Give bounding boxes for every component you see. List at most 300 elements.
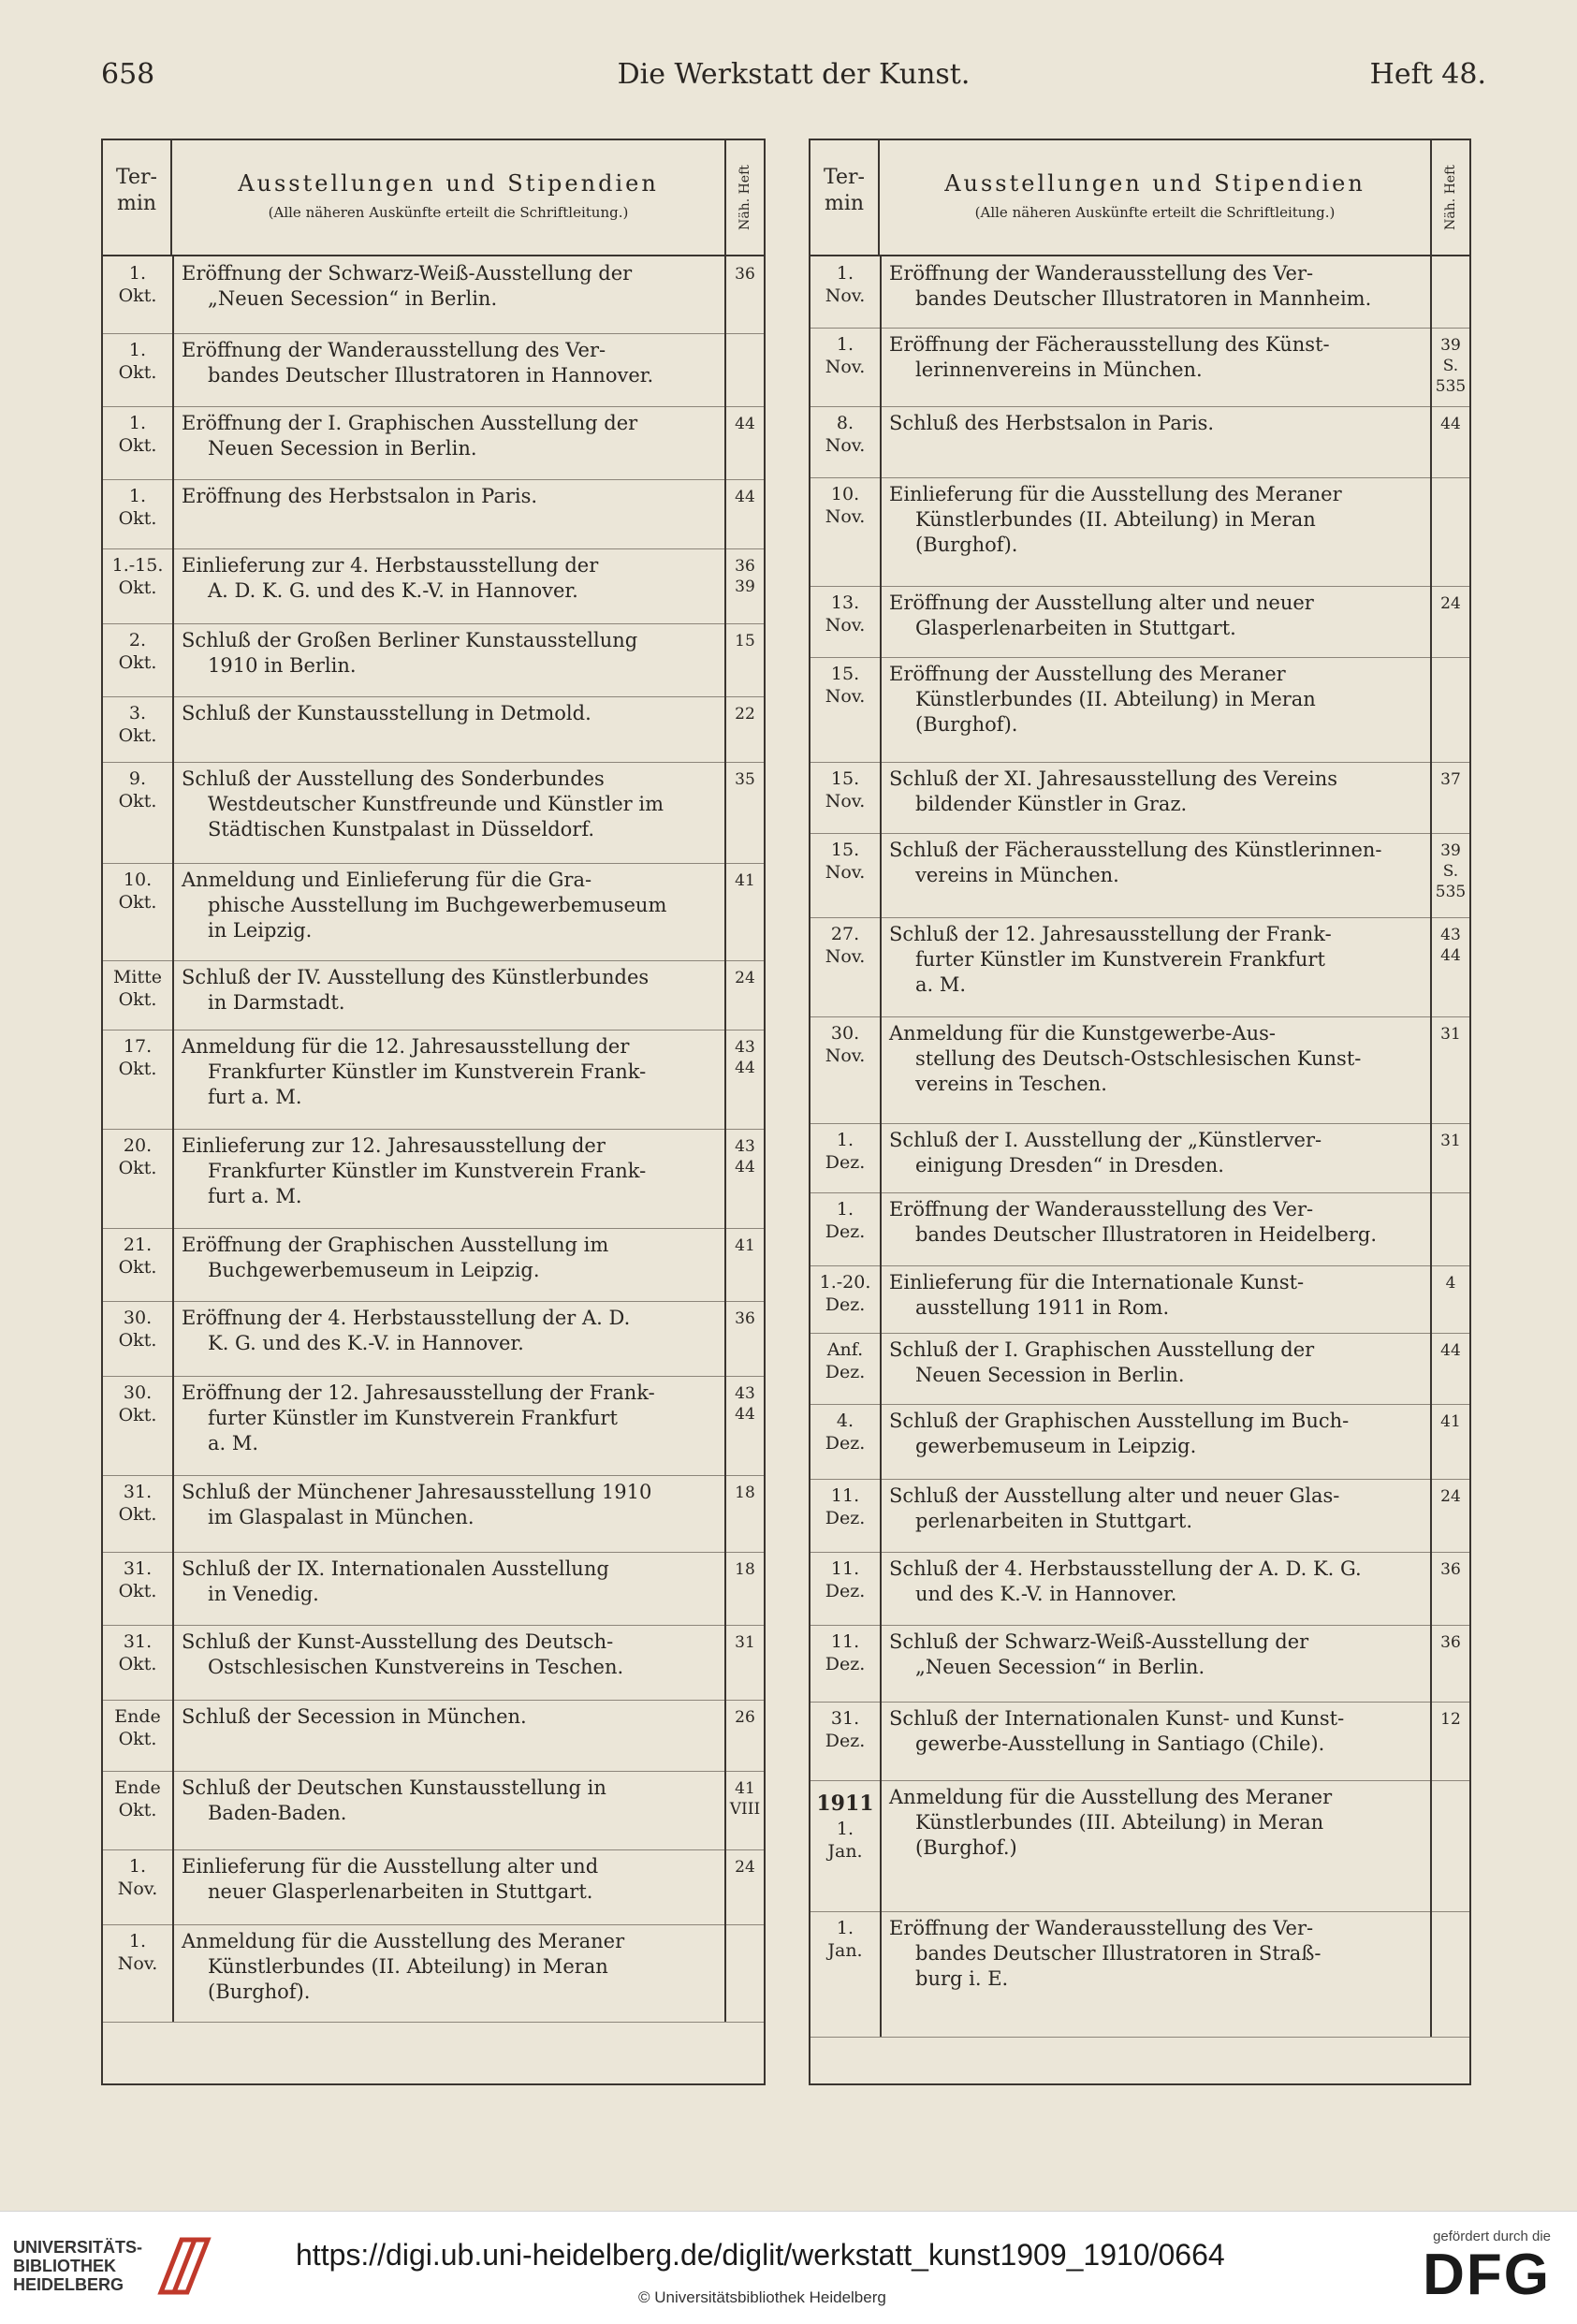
term-line: 1.-15. — [111, 555, 164, 576]
row-text — [880, 328, 1432, 406]
text-line: Einlieferung für die Internationale Kunst- — [889, 1271, 1305, 1294]
term-line: Okt. — [118, 1059, 157, 1079]
text-line: stellung des Deutsch-Ostschlesischen Kunst- — [915, 1047, 1362, 1070]
heft-line: 15 — [735, 632, 755, 650]
text-line: Anmeldung für die Ausstellung des Meraner — [889, 1786, 1333, 1808]
viewer-footer — [0, 2211, 1577, 2324]
text-line: Glasperlenarbeiten in Stuttgart. — [915, 617, 1236, 639]
text-line: Schluß der Kunst-Ausstellung des Deutsch- — [182, 1630, 614, 1653]
heft-line: 31 — [735, 1633, 755, 1652]
permalink-url[interactable]: https://digi.ub.uni-heidelberg.de/diglit/werkstatt_kunst1909_1910/0664 — [296, 2238, 1225, 2272]
text-line: 1910 in Berlin. — [208, 654, 357, 677]
text-line: lerinnenvereins in München. — [915, 358, 1203, 381]
term-line: Dez. — [825, 1294, 866, 1315]
text-line: Frankfurter Künstler im Kunstverein Frank- — [208, 1060, 647, 1083]
text-line: Baden-Baden. — [208, 1802, 347, 1824]
row-text — [172, 548, 726, 623]
table-row — [103, 406, 764, 480]
row-text — [880, 1016, 1432, 1123]
heft-line: S. — [1442, 862, 1459, 881]
row-term — [810, 1552, 880, 1625]
row-heft-ref — [726, 1301, 764, 1376]
row-heft-ref — [726, 1625, 764, 1700]
library-logo[interactable] — [13, 2236, 219, 2296]
heft-line: S. — [1442, 357, 1459, 375]
term-line: 1. — [836, 263, 854, 284]
term-line: Ende — [114, 1706, 161, 1727]
row-term — [103, 1849, 172, 1924]
text-line: Buchgewerbemuseum in Leipzig. — [208, 1259, 540, 1281]
text-line: Schluß der Kunstausstellung in Detmold. — [182, 702, 591, 724]
row-heft-ref — [726, 1129, 764, 1228]
term-line: Nov. — [825, 285, 866, 306]
text-line: Neuen Secession in Berlin. — [915, 1364, 1185, 1386]
row-text — [880, 256, 1432, 328]
term-line: Okt. — [118, 362, 157, 383]
header-term-line: Ter- — [116, 166, 157, 189]
library-name-line: HEIDELBERG — [13, 2275, 124, 2294]
table-row — [103, 1771, 764, 1850]
text-line: Schluß der Secession in München. — [182, 1705, 527, 1728]
heft-line: 24 — [1440, 1487, 1461, 1506]
row-heft-ref — [1432, 586, 1469, 657]
table-row — [810, 657, 1469, 763]
heft-line: 44 — [1440, 1341, 1461, 1360]
heft-line: 36 — [735, 557, 755, 576]
row-text — [172, 1700, 726, 1771]
text-line: Schluß der I. Graphischen Ausstellung der — [889, 1338, 1315, 1361]
term-line: 1. — [128, 413, 147, 433]
row-text — [880, 477, 1432, 586]
text-line: Anmeldung für die Kunstgewerbe-Aus- — [889, 1022, 1276, 1045]
text-line: Schluß der Deutschen Kunstausstellung in — [182, 1776, 606, 1799]
heft-line: 44 — [735, 1059, 755, 1077]
text-line: Eröffnung der Wanderausstellung des Ver- — [889, 262, 1314, 285]
term-line: Okt. — [118, 1800, 157, 1820]
text-line: Anmeldung für die 12. Jahresausstellung der — [182, 1035, 630, 1058]
funder-logo[interactable] — [1423, 2229, 1551, 2306]
row-term — [810, 1265, 880, 1333]
text-line: Eröffnung der 4. Herbstausstellung der A. D. — [182, 1307, 631, 1329]
copyright-notice: © Universitätsbibliothek Heidelberg — [638, 2288, 886, 2306]
text-line: in Venedig. — [208, 1583, 319, 1605]
term-line: Jan. — [827, 1841, 863, 1862]
term-line: Dez. — [825, 1362, 866, 1382]
term-line: Mitte — [112, 967, 163, 987]
text-line: Westdeutscher Kunstfreunde und Künstler im — [208, 793, 664, 815]
heft-line: 31 — [1440, 1025, 1461, 1044]
term-line: Okt. — [118, 1330, 157, 1351]
row-text — [172, 1771, 726, 1849]
row-term — [103, 1228, 172, 1301]
term-line: 31. — [830, 1708, 860, 1729]
table-row — [103, 1552, 764, 1626]
text-line: (Burghof). — [915, 713, 1018, 736]
heft-line: 44 — [735, 1158, 755, 1177]
row-term — [810, 1123, 880, 1192]
heft-line: 18 — [735, 1560, 755, 1579]
term-line: Nov. — [825, 615, 866, 636]
library-emblem-icon — [153, 2236, 219, 2296]
text-line: Eröffnung der Ausstellung alter und neuer — [889, 592, 1314, 614]
row-text — [880, 1123, 1432, 1192]
row-heft-ref — [1432, 1123, 1469, 1192]
header-title: Ausstellungen und Stipendien — [238, 170, 659, 197]
heft-line: 37 — [1440, 770, 1461, 789]
term-line: Okt. — [118, 1504, 157, 1525]
term-line: 15. — [830, 768, 860, 789]
term-line: Dez. — [825, 1221, 866, 1242]
table-row — [103, 1625, 764, 1701]
heft-line: 26 — [735, 1708, 755, 1727]
row-text — [880, 1333, 1432, 1404]
text-line: einigung Dresden“ in Dresden. — [915, 1154, 1224, 1177]
text-line: Schluß der 4. Herbstausstellung der A. D. K. G. — [889, 1557, 1362, 1580]
heft-line: 39 — [1440, 841, 1461, 860]
text-line: ausstellung 1911 in Rom. — [915, 1296, 1170, 1319]
row-term — [103, 406, 172, 479]
heft-line: 44 — [1440, 946, 1461, 965]
row-heft-ref — [726, 762, 764, 863]
row-text — [880, 1479, 1432, 1552]
table-row — [810, 1479, 1469, 1553]
text-line: furter Künstler im Kunstverein Frankfurt — [915, 948, 1325, 971]
term-line: Nov. — [825, 435, 866, 456]
term-line: 1. — [836, 334, 854, 355]
table-row — [103, 548, 764, 624]
table-row — [103, 762, 764, 864]
row-text — [172, 1228, 726, 1301]
row-text — [880, 1911, 1432, 2037]
text-line: Eröffnung der Fächerausstellung des Künst- — [889, 333, 1330, 356]
page-number: 658 — [101, 58, 155, 91]
text-line: Eröffnung der Wanderausstellung des Ver- — [889, 1917, 1314, 1939]
term-line: 11. — [830, 1558, 860, 1579]
text-line: und des K.-V. in Hannover. — [915, 1583, 1177, 1605]
row-text — [172, 696, 726, 762]
text-line: Schluß der Ausstellung des Sonderbundes — [182, 767, 605, 790]
text-line: vereins in Teschen. — [915, 1073, 1107, 1095]
row-heft-ref — [1432, 1479, 1469, 1552]
row-heft-ref — [1432, 1333, 1469, 1404]
header-subtitle: (Alle näheren Auskünfte erteilt die Schriftleitung.) — [974, 204, 1336, 221]
table-row — [810, 1016, 1469, 1124]
row-term — [810, 256, 880, 328]
row-heft-ref — [1432, 1192, 1469, 1265]
row-heft-ref — [1432, 1702, 1469, 1780]
row-term — [103, 762, 172, 863]
heft-line: 41 — [1440, 1412, 1461, 1431]
row-text — [172, 1129, 726, 1228]
text-line: Schluß der I. Ausstellung der „Künstlerver- — [889, 1129, 1322, 1151]
term-line: 9. — [128, 768, 147, 789]
row-heft-ref — [1432, 1911, 1469, 2037]
text-line: (Burghof.) — [915, 1836, 1017, 1859]
term-line: Nov. — [825, 686, 866, 707]
row-text — [880, 917, 1432, 1016]
table-row — [810, 1123, 1469, 1193]
term-line: 1. — [128, 340, 147, 360]
text-line: furt a. M. — [208, 1086, 302, 1108]
text-line: Eröffnung der Wanderausstellung des Ver- — [182, 339, 606, 361]
table-row — [103, 333, 764, 407]
right-table — [809, 139, 1471, 2085]
row-heft-ref — [1432, 1265, 1469, 1333]
text-line: Künstlerbundes (III. Abteilung) in Meran — [915, 1811, 1324, 1834]
row-text — [880, 1625, 1432, 1702]
table-row — [810, 1192, 1469, 1266]
row-heft-ref — [726, 623, 764, 696]
table-header — [103, 140, 764, 256]
text-line: Frankfurter Künstler im Kunstverein Frank- — [208, 1160, 647, 1182]
row-heft-ref — [726, 1849, 764, 1924]
row-text — [172, 623, 726, 696]
term-line: 21. — [123, 1235, 153, 1255]
text-line: Schluß der Münchener Jahresausstellung 1910 — [182, 1481, 652, 1503]
table-row — [810, 1333, 1469, 1405]
row-term — [810, 586, 880, 657]
year-marker: 1911 — [816, 1791, 874, 1816]
term-line: 4. — [836, 1410, 854, 1431]
heft-line: 43 — [735, 1038, 755, 1057]
table-row — [810, 477, 1469, 587]
text-line: Schluß der Graphischen Ausstellung im Buch- — [889, 1410, 1350, 1432]
library-name-line: BIBLIOTHEK — [13, 2257, 116, 2275]
heft-line: 24 — [735, 1858, 755, 1877]
row-text — [172, 1475, 726, 1552]
text-line: Schluß der Großen Berliner Kunstausstellung — [182, 629, 638, 651]
header-subtitle: (Alle näheren Auskünfte erteilt die Schriftleitung.) — [268, 204, 629, 221]
table-row — [103, 256, 764, 334]
table-row — [810, 328, 1469, 407]
heft-line: 44 — [735, 488, 755, 506]
term-line: Nov. — [117, 1953, 158, 1974]
term-line: Jan. — [827, 1940, 863, 1961]
row-heft-ref — [1432, 762, 1469, 833]
term-line: Okt. — [118, 791, 157, 811]
row-term — [103, 256, 172, 333]
table-row — [810, 1780, 1469, 1912]
text-line: a. M. — [208, 1432, 259, 1454]
heft-line: 36 — [735, 1309, 755, 1328]
table-row — [103, 1228, 764, 1302]
row-term — [103, 623, 172, 696]
table-header — [810, 140, 1469, 256]
text-line: A. D. K. G. und des K.-V. in Hannover. — [208, 579, 578, 602]
row-heft-ref — [1432, 256, 1469, 328]
row-heft-ref — [726, 1771, 764, 1849]
term-line: 13. — [830, 592, 860, 613]
table-row — [103, 696, 764, 763]
text-line: bandes Deutscher Illustratoren in Hannover. — [208, 364, 654, 387]
term-line: Nov. — [117, 1878, 158, 1899]
table-row — [810, 1625, 1469, 1703]
row-term — [103, 1030, 172, 1129]
row-term — [103, 960, 172, 1030]
text-line: perlenarbeiten in Stuttgart. — [915, 1510, 1193, 1532]
heft-line: 44 — [735, 1405, 755, 1424]
table-row — [810, 833, 1469, 918]
row-text — [880, 657, 1432, 762]
row-term — [810, 1404, 880, 1479]
issue-number: Heft 48. — [1369, 58, 1486, 91]
row-term — [810, 1911, 880, 2037]
row-term — [103, 1552, 172, 1625]
row-heft-ref — [726, 1924, 764, 2022]
row-text — [880, 833, 1432, 917]
row-term — [810, 477, 880, 586]
row-text — [172, 1030, 726, 1129]
header-title: Ausstellungen und Stipendien — [944, 170, 1365, 197]
heft-line: 44 — [735, 415, 755, 433]
table-row — [810, 256, 1469, 329]
term-line: Okt. — [118, 1729, 157, 1749]
term-line: Nov. — [825, 1045, 866, 1066]
row-heft-ref — [726, 256, 764, 333]
term-line: 10. — [830, 484, 860, 504]
row-term — [810, 1016, 880, 1123]
row-term — [810, 1625, 880, 1702]
text-line: a. M. — [915, 973, 967, 996]
heft-line: 24 — [735, 969, 755, 987]
row-heft-ref — [1432, 328, 1469, 406]
row-term — [103, 1771, 172, 1849]
term-line: 15. — [830, 840, 860, 860]
table-row — [103, 1700, 764, 1772]
row-text — [880, 1404, 1432, 1479]
term-line: 10. — [123, 870, 153, 890]
term-line: 1. — [128, 263, 147, 284]
term-line: 1. — [836, 1819, 854, 1839]
text-line: bildender Künstler in Graz. — [915, 793, 1188, 815]
text-line: neuer Glasperlenarbeiten in Stuttgart. — [208, 1880, 593, 1903]
term-line: 15. — [830, 664, 860, 684]
row-heft-ref — [1432, 1625, 1469, 1702]
term-line: Okt. — [118, 1581, 157, 1601]
term-line: Nov. — [825, 791, 866, 811]
term-line: Dez. — [825, 1731, 866, 1751]
text-line: Schluß der Schwarz-Weiß-Ausstellung der — [889, 1630, 1309, 1653]
term-line: 1. — [836, 1199, 854, 1220]
text-line: „Neuen Secession“ in Berlin. — [208, 287, 498, 310]
text-line: Einlieferung für die Ausstellung des Meraner — [889, 483, 1342, 505]
text-line: K. G. und des K.-V. in Hannover. — [208, 1332, 524, 1354]
table-row — [810, 1911, 1469, 2038]
term-line: Okt. — [118, 725, 157, 746]
text-line: „Neuen Secession“ in Berlin. — [915, 1656, 1205, 1678]
term-line: Okt. — [118, 285, 157, 306]
term-line: 8. — [836, 413, 854, 433]
table-row — [103, 1849, 764, 1925]
row-text — [172, 762, 726, 863]
table-row — [103, 623, 764, 697]
text-line: Schluß der IX. Internationalen Ausstellung — [182, 1557, 609, 1580]
term-line: Nov. — [825, 946, 866, 967]
text-line: furter Künstler im Kunstverein Frankfurt — [208, 1407, 618, 1429]
table-row — [103, 479, 764, 549]
row-heft-ref — [1432, 917, 1469, 1016]
term-line: Okt. — [118, 1405, 157, 1425]
row-term — [810, 1702, 880, 1780]
heft-line: 31 — [1440, 1132, 1461, 1150]
text-line: bandes Deutscher Illustratoren in Mannheim. — [915, 287, 1372, 310]
heft-line: 41 — [735, 1236, 755, 1255]
row-term — [103, 1625, 172, 1700]
table-row — [103, 960, 764, 1030]
row-text — [172, 1625, 726, 1700]
row-heft-ref — [1432, 833, 1469, 917]
text-line: gewerbemuseum in Leipzig. — [915, 1435, 1197, 1457]
row-term — [103, 1376, 172, 1475]
row-heft-ref — [1432, 406, 1469, 477]
table-row — [810, 586, 1469, 658]
row-heft-ref — [726, 960, 764, 1030]
table-row — [103, 1030, 764, 1130]
heft-line: 24 — [1440, 594, 1461, 613]
funded-by-label: gefördert durch die — [1433, 2229, 1551, 2244]
table-row — [103, 1301, 764, 1377]
row-term — [810, 657, 880, 762]
text-line: Schluß der Internationalen Kunst- und Kunst- — [889, 1707, 1345, 1730]
term-line: 30. — [123, 1308, 153, 1328]
text-line: Ostschlesischen Kunstvereins in Teschen. — [208, 1656, 624, 1678]
heft-line: 44 — [1440, 415, 1461, 433]
term-line: Okt. — [118, 1654, 157, 1674]
text-line: Künstlerbundes (II. Abteilung) in Meran — [915, 508, 1316, 531]
row-text — [172, 1849, 726, 1924]
table-row — [810, 1552, 1469, 1626]
row-term — [103, 1924, 172, 2022]
term-line: 17. — [123, 1036, 153, 1057]
heft-line: 535 — [1435, 377, 1467, 396]
term-line: Okt. — [118, 508, 157, 529]
row-heft-ref — [726, 479, 764, 548]
row-heft-ref — [726, 1228, 764, 1301]
row-term — [103, 863, 172, 960]
text-line: Schluß der IV. Ausstellung des Künstlerbundes — [182, 966, 650, 988]
row-text — [172, 406, 726, 479]
table-row — [103, 863, 764, 961]
row-heft-ref — [726, 1475, 764, 1552]
row-text — [172, 1924, 726, 2022]
term-line: 1. — [836, 1918, 854, 1938]
row-text — [172, 1376, 726, 1475]
left-table — [101, 139, 766, 2085]
header-heft: Näh. Heft — [1443, 165, 1458, 230]
term-line: Okt. — [118, 989, 157, 1010]
row-heft-ref — [726, 333, 764, 406]
dfg-logo: DFG — [1423, 2243, 1551, 2307]
heft-line: 41 — [735, 1779, 755, 1798]
row-term — [810, 1479, 880, 1552]
table-row — [103, 1376, 764, 1476]
term-line: Okt. — [118, 652, 157, 673]
text-line: Einlieferung zur 12. Jahresausstellung der — [182, 1134, 606, 1157]
text-line: Einlieferung für die Ausstellung alter und — [182, 1855, 599, 1878]
row-heft-ref — [1432, 1780, 1469, 1911]
heft-line: 43 — [735, 1384, 755, 1403]
text-line: bandes Deutscher Illustratoren in Heidelberg. — [915, 1223, 1378, 1246]
row-term — [103, 1129, 172, 1228]
heft-line: 4 — [1445, 1274, 1456, 1293]
row-heft-ref — [1432, 1016, 1469, 1123]
row-heft-ref — [726, 1552, 764, 1625]
text-line: Anmeldung für die Ausstellung des Meraner — [182, 1930, 625, 1952]
row-text — [172, 863, 726, 960]
term-line: 1. — [128, 1931, 147, 1951]
term-line: Dez. — [825, 1433, 866, 1454]
row-heft-ref — [726, 1376, 764, 1475]
